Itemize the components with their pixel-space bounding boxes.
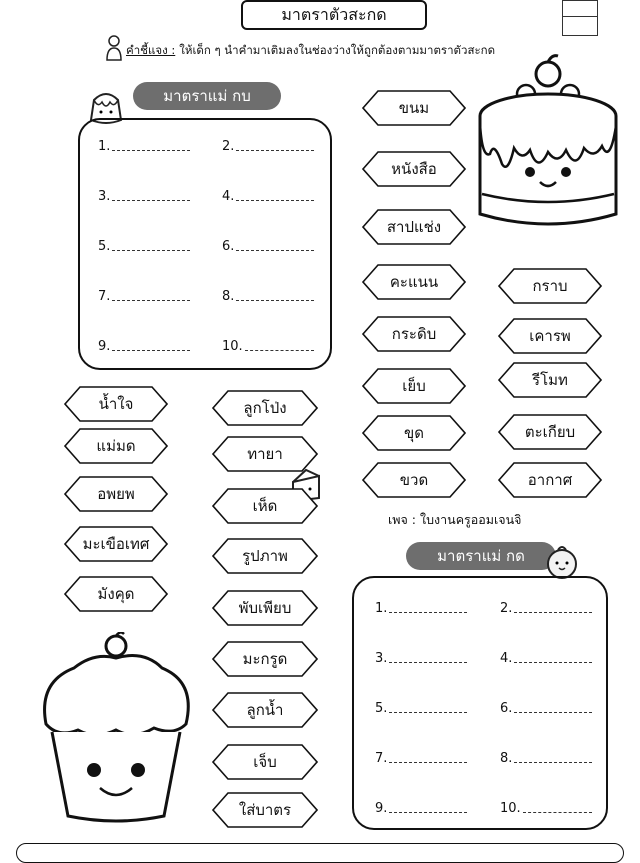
answer-blank[interactable] [98,186,190,204]
blank-line [389,811,467,813]
answer-blank[interactable] [222,236,314,254]
bottom-frame [16,843,624,863]
blank-number: 4. [500,651,513,666]
word-label: เย็บ [402,377,426,395]
word-label: เห็ด [252,497,278,515]
word-card[interactable] [64,428,168,464]
word-label: แม่มด [96,437,136,455]
word-card[interactable] [362,90,466,126]
word-card[interactable] [498,318,602,354]
word-card[interactable] [212,692,318,728]
word-label: รูปภาพ [242,547,288,565]
page-credit: เพจ : ใบงานครูออมเจนจิ [388,512,522,527]
blank-number: 7. [98,289,111,304]
blank-line [112,149,190,151]
blank-number: 10. [500,801,521,816]
score-divider [562,16,598,17]
word-label: เคารพ [529,327,571,345]
blank-number: 2. [222,139,235,154]
word-label: ลูกน้ำ [246,701,284,719]
word-card[interactable] [212,641,318,677]
word-card[interactable] [64,476,168,512]
word-card[interactable] [362,209,466,245]
instructions-label: คำชี้แจง : [126,43,176,57]
word-card[interactable] [212,744,318,780]
word-label: ลูกโป่ง [243,399,287,417]
answer-blank[interactable] [98,236,190,254]
answer-blank[interactable] [375,748,467,766]
blank-line [112,199,190,201]
answer-blank[interactable] [500,798,592,816]
answer-blank[interactable] [375,648,467,666]
blank-line [514,661,592,663]
blank-line [236,149,314,151]
word-card[interactable] [212,488,318,524]
section-kod-title: มาตราแม่ กด [406,542,556,570]
word-label: ขนม [398,99,430,117]
word-label: มังคุด [97,585,135,603]
word-card[interactable] [362,368,466,404]
word-card[interactable] [212,792,318,828]
blank-line [245,349,314,351]
word-label: อพยพ [97,485,135,503]
word-card[interactable] [64,386,168,422]
word-card[interactable] [362,151,466,187]
answer-blank[interactable] [375,798,467,816]
blank-number: 3. [98,189,111,204]
blank-line [236,299,314,301]
word-card[interactable] [64,526,168,562]
blank-number: 9. [98,339,111,354]
word-card[interactable] [498,414,602,450]
blank-line [236,249,314,251]
word-card[interactable] [212,436,318,472]
blank-line [523,811,592,813]
word-label: กระดิบ [391,325,437,343]
answer-blank[interactable] [98,336,190,354]
blank-number: 5. [375,701,388,716]
answer-blank[interactable] [222,336,314,354]
word-label: ตะเกียบ [524,423,576,441]
blank-number: 9. [375,801,388,816]
word-label: พับเพียบ [238,599,292,617]
word-label: มะเขือเทศ [82,535,150,553]
word-card[interactable] [362,462,466,498]
blank-number: 1. [375,601,388,616]
word-label: สาปแช่ง [386,218,442,236]
word-label: ขวด [399,471,429,489]
word-card[interactable] [212,390,318,426]
cupcake-icon [34,632,198,824]
blank-number: 7. [375,751,388,766]
blank-number: 8. [222,289,235,304]
blank-number: 3. [375,651,388,666]
answer-blank[interactable] [222,186,314,204]
answer-blank[interactable] [375,598,467,616]
orange-icon [544,542,580,580]
answer-blank[interactable] [500,648,592,666]
blank-line [514,711,592,713]
word-label: หนังสือ [391,160,437,178]
word-card[interactable] [498,462,602,498]
blank-line [389,611,467,613]
word-label: คะแนน [389,273,439,291]
word-label: ทายา [247,445,283,463]
blank-number: 5. [98,239,111,254]
answer-blank[interactable] [500,598,592,616]
word-label: เจ็บ [253,753,277,771]
word-label: ใส่บาตร [238,801,292,819]
word-label: อากาศ [527,471,573,489]
word-card[interactable] [362,415,466,451]
blank-number: 10. [222,339,243,354]
word-label: มะกรูด [242,650,288,668]
answer-blank[interactable] [98,136,190,154]
answer-blank[interactable] [500,698,592,716]
score-box [562,0,598,36]
blank-line [112,349,190,351]
blank-number: 2. [500,601,513,616]
blank-number: 8. [500,751,513,766]
word-card[interactable] [212,590,318,626]
word-card[interactable] [64,576,168,612]
blank-line [389,661,467,663]
answer-blank[interactable] [98,286,190,304]
blank-line [236,199,314,201]
word-card[interactable] [212,538,318,574]
blank-number: 6. [222,239,235,254]
instructions-text: ให้เด็ก ๆ นำคำมาเติมลงในช่องว่างให้ถูกต้องตามมาตราตัวสะกด [179,43,496,57]
answer-blank[interactable] [222,286,314,304]
answer-blank[interactable] [222,136,314,154]
answer-blank[interactable] [375,698,467,716]
teacher-icon [104,34,124,62]
blank-line [389,711,467,713]
blank-number: 4. [222,189,235,204]
cake-icon [468,54,628,236]
blank-line [389,761,467,763]
word-label: ขุด [404,424,424,442]
word-label: รีโมท [532,371,568,389]
blank-line [514,611,592,613]
blank-line [514,761,592,763]
word-card[interactable] [362,264,466,300]
page-title: มาตราตัวสะกด [241,0,427,30]
section-kob-title: มาตราแม่ กบ [133,82,281,110]
word-label: กราบ [532,277,568,295]
word-label: น้ำใจ [98,395,134,413]
blank-line [112,299,190,301]
blank-number: 6. [500,701,513,716]
word-card[interactable] [362,316,466,352]
word-card[interactable] [498,268,602,304]
blank-number: 1. [98,139,111,154]
word-card[interactable] [498,362,602,398]
answer-blank[interactable] [500,748,592,766]
blank-line [112,249,190,251]
